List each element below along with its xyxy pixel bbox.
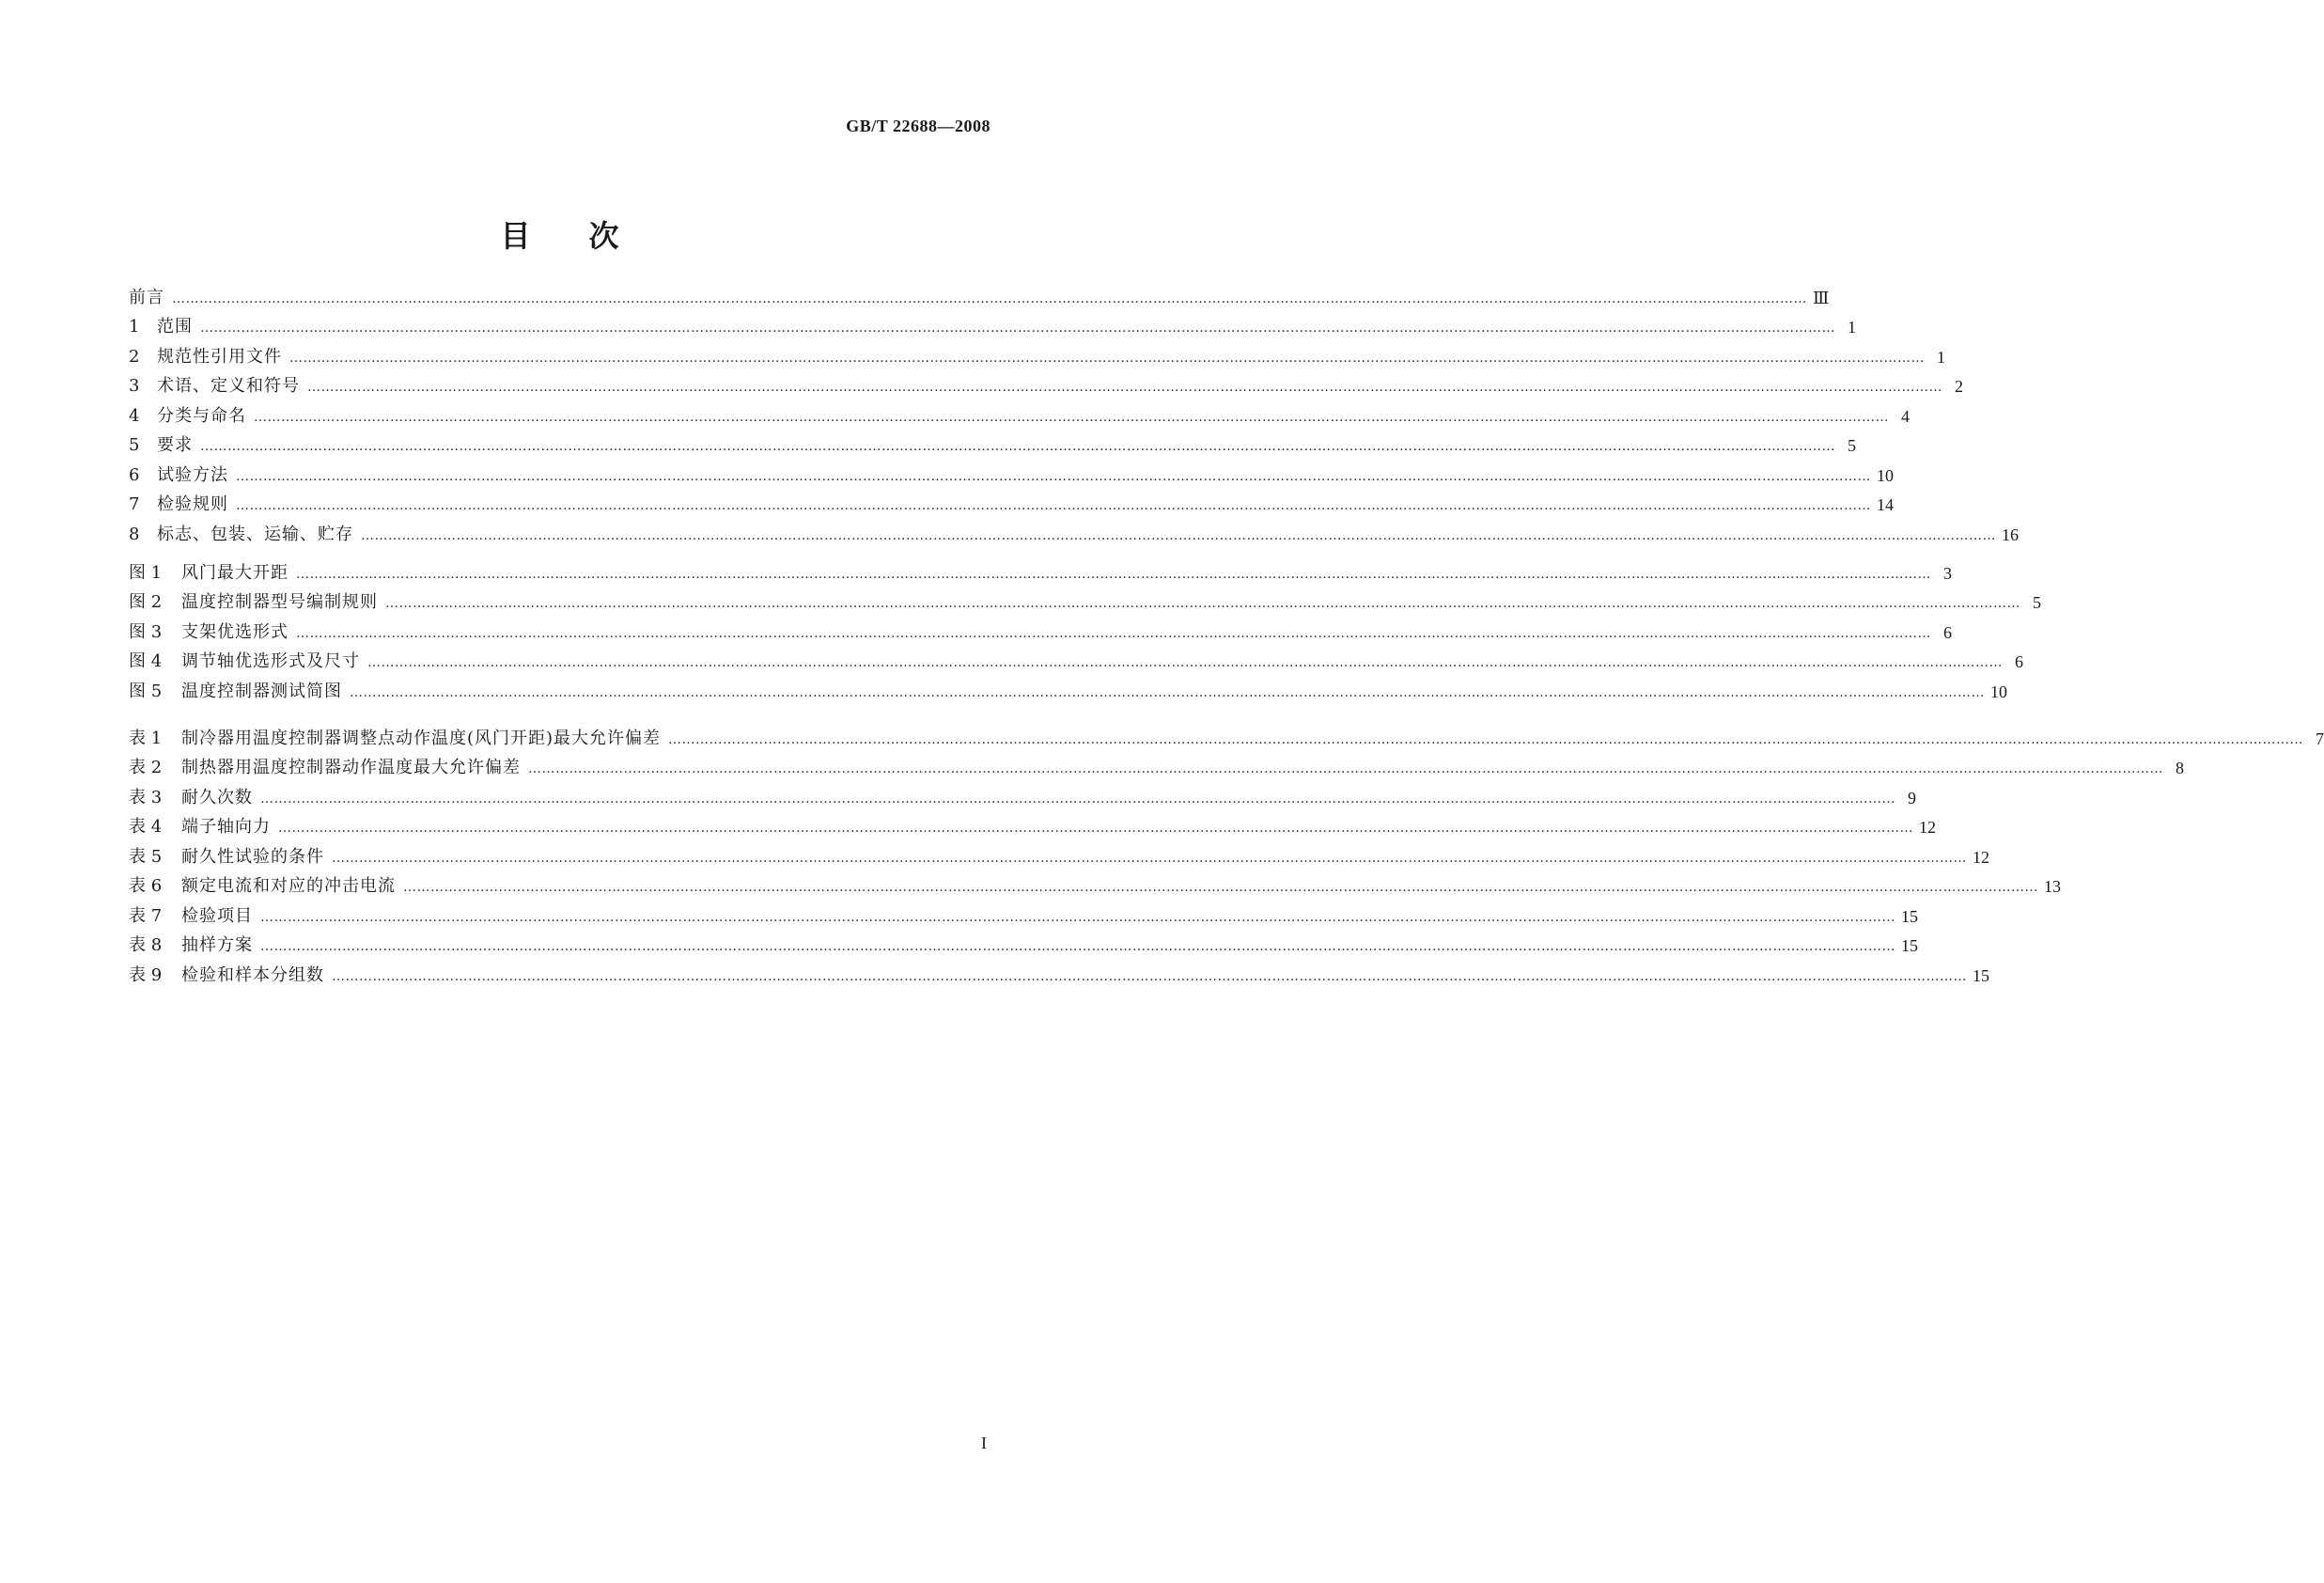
toc-entry-page: 12 (1919, 818, 1936, 838)
toc-leader-dots: ……………………………………………………………………………………………………………………………………………………………………………………………………………………………………………………………………………………………………………………………… (361, 527, 1996, 543)
toc-entry[interactable] (129, 431, 1856, 462)
toc-entry-label: 调节轴优选形式及尺寸 (181, 651, 360, 672)
toc-leader-dots: ……………………………………………………………………………………………………………………………………………………………………………………………………………………………………………………………………………………………………………………………… (260, 909, 1895, 925)
toc-entry-label: 检验规则 (157, 494, 228, 515)
toc-entry-number: 2 (129, 346, 140, 367)
toc-leader-dots: ……………………………………………………………………………………………………………………………………………………………………………………………………………………………………………………………………………………………………………………………… (668, 731, 2304, 747)
toc-entry-label: 额定电流和对应的冲击电流 (181, 876, 396, 897)
page-title-char-1: 目 (500, 218, 531, 254)
toc-entry-page: 12 (1973, 847, 1989, 867)
toc-entry[interactable] (129, 283, 1830, 313)
toc-entry-label: 风门最大开距 (181, 562, 289, 583)
toc-entry-number: 6 (129, 464, 140, 485)
toc-leader-dots: ……………………………………………………………………………………………………………………………………………………………………………………………………………………………………………………………………………………………………………………………… (236, 498, 1871, 514)
toc-entry-number: 5 (129, 435, 140, 456)
toc-leader-dots: ……………………………………………………………………………………………………………………………………………………………………………………………………………………………………………………………………………………………………………………………… (385, 596, 2020, 612)
toc-entry-number: 7 (129, 494, 140, 515)
toc-entry-page: 6 (2015, 652, 2023, 672)
toc-leader-dots: ……………………………………………………………………………………………………………………………………………………………………………………………………………………………………………………………………………………………………………………………… (367, 655, 2003, 671)
toc-leader-dots: ……………………………………………………………………………………………………………………………………………………………………………………………………………………………………………………………………………………………………………………………… (278, 821, 1913, 837)
toc-entry-number: 4 (129, 405, 140, 426)
toc-entry-label: 制热器用温度控制器动作温度最大允许偏差 (181, 758, 521, 778)
toc-leader-dots: ……………………………………………………………………………………………………………………………………………………………………………………………………………………………………………………………………………………………………………………………… (332, 968, 1967, 984)
toc-entry-label: 前言 (129, 287, 164, 307)
toc-entry-label: 制冷器用温度控制器调整点动作温度(风门开距)最大允许偏差 (181, 728, 662, 748)
toc-entry-label: 范围 (157, 317, 193, 337)
toc-entry-label: 支架优选形式 (181, 621, 289, 642)
toc-leader-dots: ……………………………………………………………………………………………………………………………………………………………………………………………………………………………………………………………………………………………………………………………… (528, 761, 2163, 777)
toc-entry[interactable] (129, 783, 1916, 813)
toc-entry[interactable] (129, 558, 1952, 588)
toc-entry-label: 检验和样本分组数 (181, 964, 324, 985)
toc-entry-page: Ⅲ (1813, 288, 1830, 307)
toc-entry[interactable] (129, 842, 1989, 872)
toc-entry-page: 15 (1901, 936, 1918, 956)
toc-entry-page: 6 (1943, 622, 1952, 642)
toc-entry-page: 1 (1937, 347, 1945, 367)
toc-leader-dots: ……………………………………………………………………………………………………………………………………………………………………………………………………………………………………………………………………………………………………………………………… (200, 321, 1835, 337)
toc-entry-page: 15 (1901, 906, 1918, 926)
toc-entry[interactable] (129, 932, 1918, 962)
toc-entry[interactable] (129, 372, 1963, 402)
page-number: I (981, 1434, 987, 1452)
toc-entry[interactable] (129, 461, 1894, 491)
toc-leader-dots: ……………………………………………………………………………………………………………………………………………………………………………………………………………………………………………………………………………………………………………………………… (296, 625, 1931, 641)
toc-entry-number: 表 2 (129, 758, 163, 778)
toc-entry-number: 表 7 (129, 905, 163, 926)
toc-figures (129, 558, 2041, 707)
toc-entry-label: 试验方法 (157, 464, 228, 485)
toc-entry-page: 3 (1943, 563, 1952, 583)
toc-entry-label: 分类与命名 (157, 405, 246, 426)
toc-entry-label: 耐久次数 (181, 787, 253, 807)
toc-leader-dots: ……………………………………………………………………………………………………………………………………………………………………………………………………………………………………………………………………………………………………………………………… (254, 409, 1889, 425)
toc-entry-label: 耐久性试验的条件 (181, 846, 324, 867)
toc-entry-page: 7 (2316, 729, 2324, 748)
toc-entry-page: 4 (1901, 406, 1910, 426)
toc-leader-dots: ……………………………………………………………………………………………………………………………………………………………………………………………………………………………………………………………………………………………………………………………… (332, 850, 1967, 866)
toc-entry[interactable] (129, 724, 2324, 754)
toc-entry-number: 8 (129, 524, 140, 544)
toc-leader-dots: ……………………………………………………………………………………………………………………………………………………………………………………………………………………………………………………………………………………………………………………………… (307, 380, 1942, 396)
toc-entry-number: 3 (129, 376, 140, 397)
toc-entry-page: 14 (1877, 495, 1894, 515)
toc-entry-number: 图 3 (129, 621, 163, 642)
toc-entry-page: 15 (1973, 965, 1989, 985)
toc-entry-label: 要求 (157, 435, 193, 456)
toc-entry[interactable] (129, 961, 1989, 991)
toc-entry-number: 图 2 (129, 592, 163, 613)
toc-entry-number: 表 1 (129, 728, 163, 748)
toc-leader-dots: ……………………………………………………………………………………………………………………………………………………………………………………………………………………………………………………………………………………………………………………………… (296, 566, 1931, 582)
toc-entry[interactable] (129, 342, 1945, 372)
toc-entry[interactable] (129, 491, 1894, 521)
toc-entry[interactable] (129, 520, 2019, 550)
toc-leader-dots: ……………………………………………………………………………………………………………………………………………………………………………………………………………………………………………………………………………………………………………………………… (172, 290, 1807, 306)
toc-entry-number: 图 5 (129, 681, 163, 701)
toc-entry-page: 8 (2176, 759, 2184, 778)
toc-entry-number: 1 (129, 317, 140, 337)
toc-leader-dots: ……………………………………………………………………………………………………………………………………………………………………………………………………………………………………………………………………………………………………………………………… (200, 439, 1835, 455)
toc-entry-number: 图 1 (129, 562, 163, 583)
toc-entry-number: 表 4 (129, 817, 163, 838)
toc-sections (129, 283, 2019, 550)
toc-entry[interactable] (129, 901, 1918, 932)
toc-entry-page: 2 (1955, 377, 1963, 397)
toc-entry-page: 13 (2044, 877, 2061, 897)
toc-leader-dots: ……………………………………………………………………………………………………………………………………………………………………………………………………………………………………………………………………………………………………………………………… (260, 791, 1895, 807)
toc-entry[interactable] (129, 401, 1910, 431)
toc-entry-page: 1 (1848, 318, 1856, 337)
toc-leader-dots: ……………………………………………………………………………………………………………………………………………………………………………………………………………………………………………………………………………………………………………………………… (236, 468, 1871, 484)
toc-entry-page: 10 (1990, 682, 2007, 701)
toc-entry-number: 表 5 (129, 846, 163, 867)
toc-entry[interactable] (129, 813, 1936, 843)
toc-entry-page: 9 (1908, 788, 1916, 807)
toc-entry-label: 术语、定义和符号 (157, 376, 300, 397)
toc-entry[interactable] (129, 313, 1856, 343)
toc-entry[interactable] (129, 648, 2023, 678)
toc-tables (129, 724, 2324, 991)
toc-entry[interactable] (129, 754, 2184, 784)
toc-entry-number: 表 9 (129, 964, 163, 985)
toc-entry[interactable] (129, 677, 2007, 707)
toc-entry-number: 图 4 (129, 651, 163, 672)
page-title (0, 212, 1119, 256)
toc-leader-dots: ……………………………………………………………………………………………………………………………………………………………………………………………………………………………………………………………………………………………………………………………… (260, 939, 1895, 955)
toc-entry-label: 检验项目 (181, 905, 253, 926)
toc-entry[interactable] (129, 872, 2061, 902)
toc-entry-number: 表 6 (129, 876, 163, 897)
toc-entry-number: 表 8 (129, 935, 163, 956)
toc-entry-page: 5 (2033, 593, 2041, 613)
toc-entry-label: 抽样方案 (181, 935, 253, 956)
toc-leader-dots: ……………………………………………………………………………………………………………………………………………………………………………………………………………………………………………………………………………………………………………………………… (289, 350, 1925, 366)
toc-leader-dots: ……………………………………………………………………………………………………………………………………………………………………………………………………………………………………………………………………………………………………………………………… (403, 880, 2038, 896)
toc-entry-label: 温度控制器型号编制规则 (181, 592, 378, 613)
toc-entry-label: 规范性引用文件 (157, 346, 282, 367)
toc-entry-label: 端子轴向力 (181, 817, 271, 838)
toc-entry[interactable] (129, 588, 2041, 619)
toc-entry-page: 5 (1848, 436, 1856, 456)
toc-leader-dots: ……………………………………………………………………………………………………………………………………………………………………………………………………………………………………………………………………………………………………………………………… (350, 684, 1985, 700)
page-title-char-2: 次 (588, 218, 619, 254)
toc-entry-label: 标志、包装、运输、贮存 (157, 524, 353, 544)
toc-entry-page: 10 (1877, 465, 1894, 485)
toc-entry-page: 16 (2002, 525, 2019, 544)
toc-entry[interactable] (129, 618, 1952, 648)
document-code: GB/T 22688—2008 (846, 117, 990, 135)
toc-entry-label: 温度控制器测试简图 (181, 681, 342, 701)
toc-entry-number: 表 3 (129, 787, 163, 807)
